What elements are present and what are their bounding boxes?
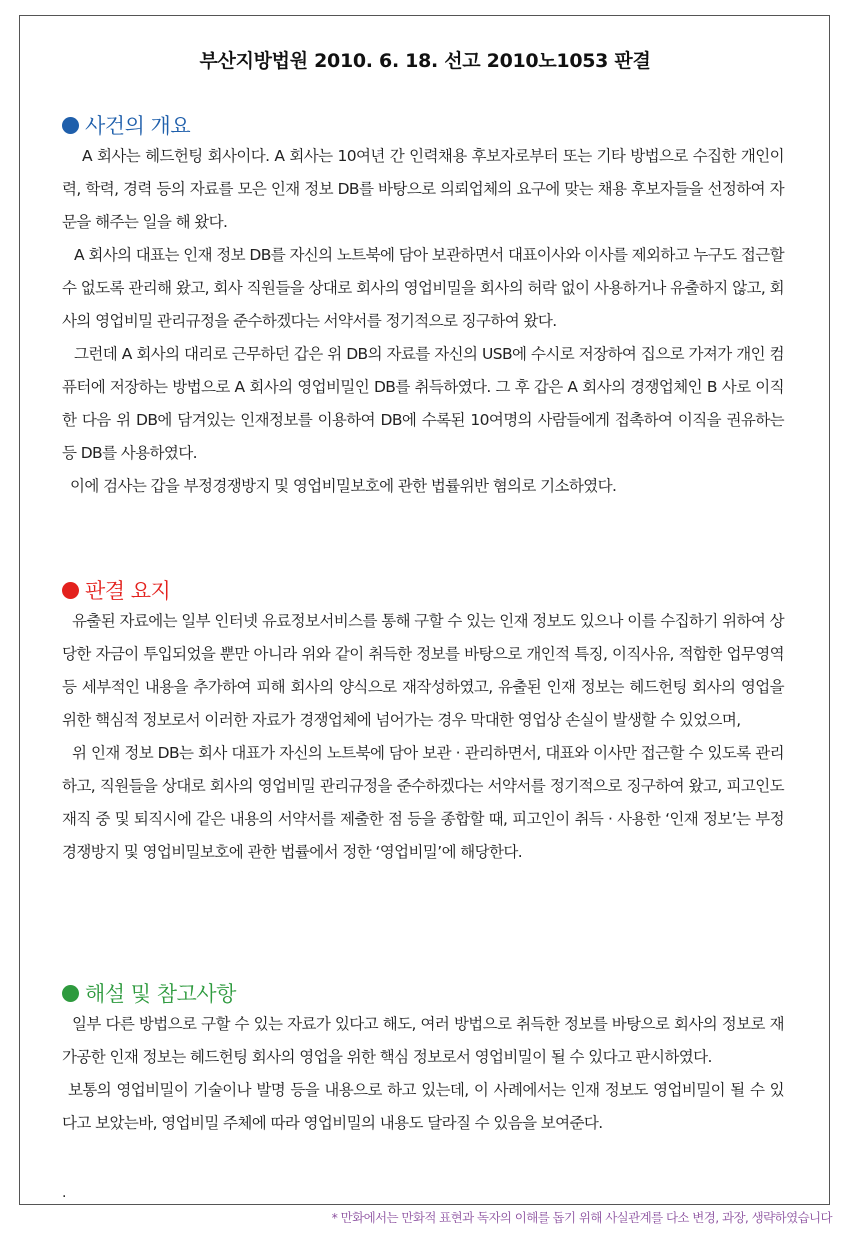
commentary-paragraph-2: 보통의 영업비밀이 기술이나 발명 등을 내용으로 하고 있는데, 이 사례에서는 인재 정보도 영업비밀이 될 수 있다고 보았는바, 영업비밀 주체에 따라 영업비밀의 내용도 달라질 수 있음을 보여준다.	[62, 1081, 784, 1132]
commentary-heading-text: 해설 및 참고사항	[85, 982, 236, 1006]
overview-paragraph-4: 이에 검사는 갑을 부정경쟁방지 및 영업비밀보호에 관한 법률위반 혐의로 기소하였다.	[70, 477, 617, 495]
page-title: 부산지방법원 2010. 6. 18. 선고 2010노1053 판결	[199, 50, 651, 72]
overview-paragraph-1: A 회사는 헤드헌팅 회사이다. A 회사는 10여년 간 인력채용 후보자로부터 또는 기타 방법으로 수집한 개인이력, 학력, 경력 등의 자료를 모은 인재 정보 DB를 바탕으로 의뢰업체의 요구에 맞는 채용 후보자들을 선정하여 자문을 해주는 일을 해 왔다.	[62, 147, 784, 231]
commentary-paragraph-1: 일부 다른 방법으로 구할 수 있는 자료가 있다고 해도, 여러 방법으로 취득한 정보를 바탕으로 회사의 정보로 재가공한 인재 정보는 헤드헌팅 회사의 영업을 위한 핵심 정보로서 영업비밀이 될 수 있다고 판시하였다.	[62, 1015, 784, 1066]
overview-heading-text: 사건의 개요	[85, 114, 191, 138]
overview-section	[62, 110, 784, 503]
ruling-section	[62, 575, 784, 869]
green-bullet-icon	[62, 985, 79, 1002]
ruling-paragraph-2: 위 인재 정보 DB는 회사 대표가 자신의 노트북에 담아 보관 · 관리하면서, 대표와 이사만 접근할 수 있도록 관리하고, 직원들을 상대로 회사의 영업비밀 관리규정을 준수하겠다는 서약서를 정기적으로 징구하여 왔고, 피고인도 재직 중 및 퇴직시에 같은 내용의 서약서를 제출한 점 등을 종합할 때, 피고인이 취득 · 사용한 ‘인재 정보’는 부정경쟁방지 및 영업비밀보호에 관한 법률에서 정한 ‘영업비밀’에 해당한다.	[62, 744, 784, 861]
commentary-section	[62, 978, 784, 1140]
overview-heading	[62, 110, 784, 140]
red-bullet-icon	[62, 582, 79, 599]
overview-paragraph-3: 그런데 A 회사의 대리로 근무하던 갑은 위 DB의 자료를 자신의 USB에 수시로 저장하여 집으로 가져가 개인 컴퓨터에 저장하는 방법으로 A 회사의 영업비밀인 DB를 취득하였다. 그 후 갑은 A 회사의 경쟁업체인 B 사로 이직한 다음 위 DB에 담겨있는 인재정보를 이용하여 DB에 수록된 10여명의 사람들에게 접촉하여 이직을 권유하는 등 DB를 사용하였다.	[62, 345, 784, 462]
ruling-paragraph-1: 유출된 자료에는 일부 인터넷 유료정보서비스를 통해 구할 수 있는 인재 정보도 있으나 이를 수집하기 위하여 상당한 자금이 투입되었을 뿐만 아니라 위와 같이 취득한 정보를 바탕으로 개인적 특징, 이직사유, 적합한 업무영역 등 세부적인 내용을 추가하여 피해 회사의 양식으로 재작성하였고, 유출된 인재 정보는 헤드헌팅 회사의 영업을 위한 핵심적 정보로서 이러한 자료가 경쟁업체에 넘어가는 경우 막대한 영업상 손실이 발생할 수 있었으며,	[62, 612, 784, 729]
ruling-heading-text: 판결 요지	[85, 579, 171, 603]
ruling-heading	[62, 575, 784, 605]
stray-mark: .	[62, 1185, 67, 1201]
commentary-heading	[62, 978, 784, 1008]
blue-bullet-icon	[62, 117, 79, 134]
overview-paragraph-2: A 회사의 대표는 인재 정보 DB를 자신의 노트북에 담아 보관하면서 대표이사와 이사를 제외하고 누구도 접근할 수 없도록 관리해 왔고, 회사 직원들을 상대로 회사의 영업비밀을 회사의 허락 없이 사용하거나 유출하지 않고, 회사의 영업비밀 관리규정을 준수하겠다는 서약서를 정기적으로 징구하여 왔다.	[62, 246, 784, 330]
footnote: * 만화에서는 만화적 표현과 독자의 이해를 돕기 위해 사실관계를 다소 변경, 과장, 생략하였습니다	[331, 1210, 832, 1225]
